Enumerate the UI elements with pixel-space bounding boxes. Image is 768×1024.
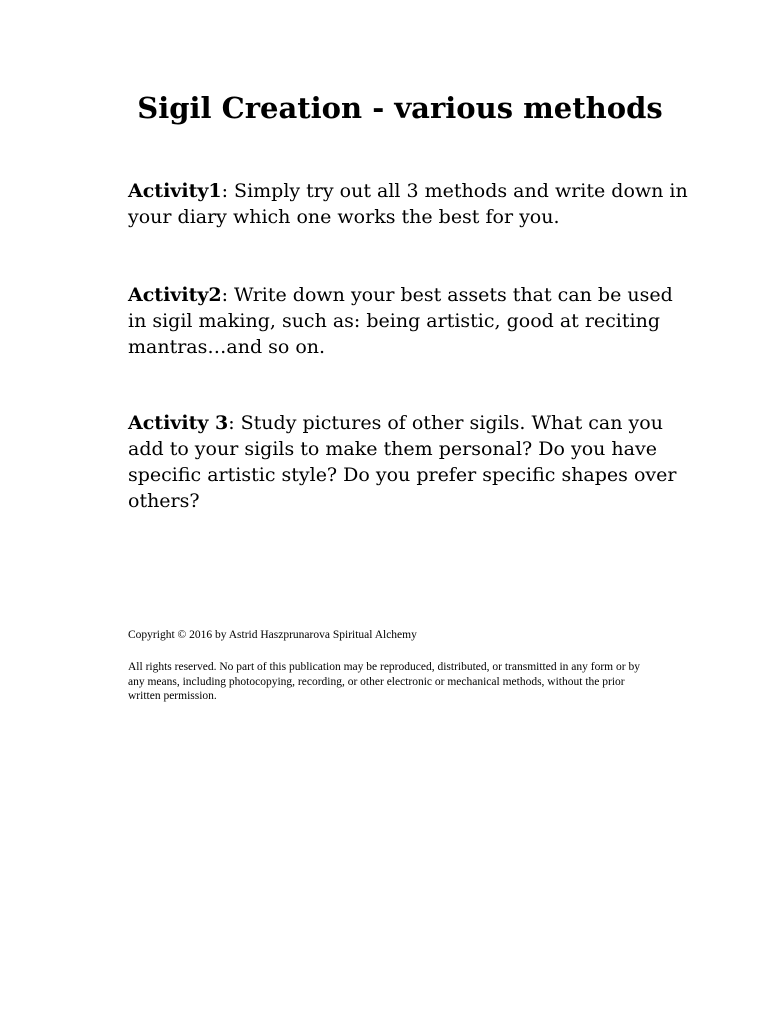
activity-label-1: Activity1 (128, 180, 222, 202)
rights-statement: All rights reserved. No part of this publication may be reproduced, distributed, or transmitted in any form or by any means, including photocopying, recording, or other electronic or mechanical methods, without the prior written permission. (128, 661, 640, 702)
page-title: Sigil Creation - various methods (137, 91, 663, 125)
activity-text-1: : Simply try out all 3 methods and write down in your diary which one works the best for you. (128, 180, 688, 228)
activity-text-3: : Study pictures of other sigils. What can you add to your sigils to make them personal? Do you have specific artistic style? Do you prefer specific shapes over others? (128, 412, 677, 512)
activity-paragraph-2 (128, 282, 688, 360)
activity-paragraph-1 (128, 178, 688, 230)
activity-label-2: Activity2 (128, 284, 222, 306)
activity-label-3: Activity 3 (128, 412, 229, 434)
copyright-notice: Copyright © 2016 by Astrid Haszprunarova Spiritual Alchemy (128, 629, 417, 641)
activity-paragraph-3 (128, 410, 688, 514)
activity-text-2: : Write down your best assets that can be used in sigil making, such as: being artistic, good at reciting mantras…and so on. (128, 284, 673, 358)
